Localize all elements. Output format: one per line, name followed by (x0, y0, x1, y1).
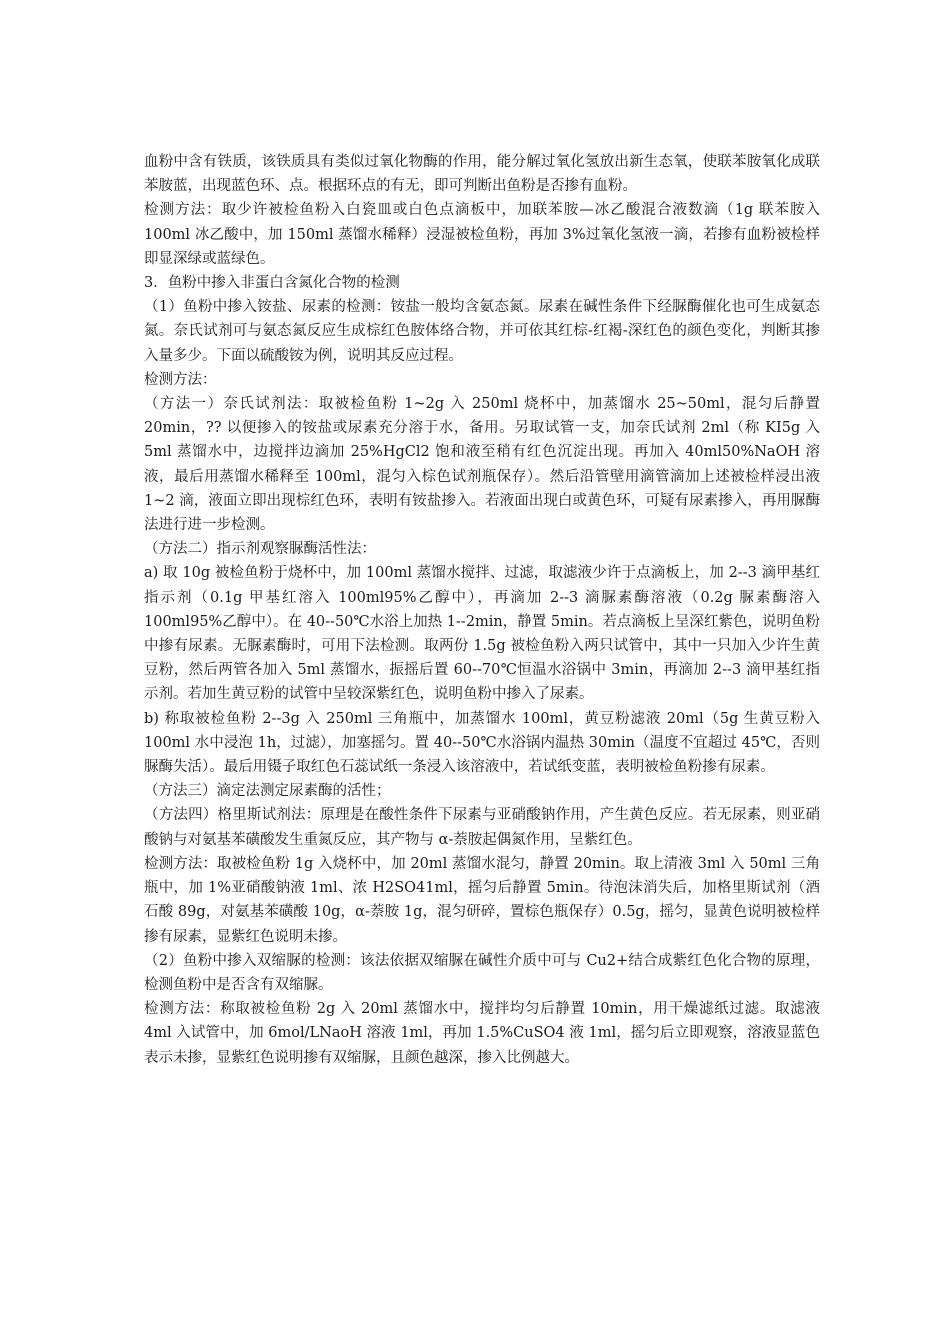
section-heading-non-protein-nitrogen: 3．鱼粉中掺入非蛋白含氮化合物的检测 (144, 275, 400, 292)
paragraph-method-two-b: b) 称取被检鱼粉 2--3g 入 250ml 三角瓶中，加蒸馏水 100ml，黄豆粉滤液 20ml（5g 生黄豆粉入 100ml 水中浸泡 1h，过滤），加塞摇匀。置 40--50℃水浴锅内温热 30min（温度不宜超过 45℃，否则脲酶失活）。最后用镊子取红色石蕊试纸一条浸入该溶液中，若试纸变蓝，表明被检鱼粉掺有尿素。 (144, 710, 820, 776)
paragraph-method-one-nessler: （方法一）奈氏试剂法：取被检鱼粉 1~2g 入 250ml 烧杯中，加蒸馏水 25~50ml，混匀后静置 20min，?? 以便掺入的铵盐或尿素充分溶于水，备用。另取试管一支，加奈氏试剂 2ml（称 KI5g 入 5ml 蒸馏水中，边搅拌边滴加 25%HgCl2 饱和液至稍有红色沉淀出现。再加入 40ml50%NaOH 溶液，最后用蒸馏水稀释至 100ml，混匀入棕色试剂瓶保存）。然后沿管壁用滴管滴加上述被检样浸出液 1~2 滴，液面立即出现棕红色环，表明有铵盐掺入。若液面出现白或黄色环，可疑有尿素掺入，再用脲酶法进行进一步检测。 (144, 396, 820, 534)
paragraph-ammonium-urea-intro: （1）鱼粉中掺入铵盐、尿素的检测：铵盐一般均含氨态氮。尿素在碱性条件下经脲酶催化也可生成氨态氮。奈氏试剂可与氨态氮反应生成棕红色胺体络合物，并可依其红棕-红褐-深红色的颜色变化，判断其掺入量多少。下面以硫酸铵为例，说明其反应过程。 (144, 299, 820, 364)
paragraph-method-two-a: a) 取 10g 被检鱼粉于烧杯中，加 100ml 蒸馏水搅拌、过滤，取滤液少许于点滴板上，加 2--3 滴甲基红指示剂（0.1g 甲基红溶入 100ml95%乙醇中），再滴加 2--3 滴脲素酶溶液（0.2g 脲素酶溶入 100ml95%乙醇中）。在 40--50℃水浴上加热 1--2min，静置 5min。若点滴板上呈深红紫色，说明鱼粉中掺有尿素。无脲素酶时，可用下法检测。取两份 1.5g 被检鱼粉入两只试管中，其中一只加入少许生黄豆粉，然后两管各加入 5ml 蒸馏水，振摇后置 60--70℃恒温水浴锅中 3min，再滴加 2--3 滴甲基红指示剂。若加生黄豆粉的试管中呈较深紫红色，说明鱼粉中掺入了尿素。 (144, 565, 820, 703)
paragraph-blood-meal-principle: 血粉中含有铁质，该铁质具有类似过氧化物酶的作用，能分解过氧化氢放出新生态氧，使联苯胺氧化成联苯胺蓝，出现蓝色环、点。根据环点的有无，即可判断出鱼粉是否掺有血粉。 (144, 154, 820, 195)
paragraph-method-three: （方法三）滴定法测定尿素酶的活性； (144, 783, 391, 800)
paragraph-biuret-procedure: 检测方法：称取被检鱼粉 2g 入 20ml 蒸馏水中，搅拌均匀后静置 10min，用干燥滤纸过滤。取滤液 4ml 入试管中，加 6mol/LNaoH 溶液 1ml，再加 1.5%CuSO4 液 1ml，摇匀后立即观察，溶液显蓝色表示未掺，显紫红色说明掺有双缩脲，且颜色越深，掺入比例越大。 (144, 1001, 820, 1066)
paragraph-method-four-griess: （方法四）格里斯试剂法：原理是在酸性条件下尿素与亚硝酸钠作用，产生黄色反应。若无尿素，则亚硝酸钠与对氨基苯磺酸发生重氮反应，其产物与 α-萘胺起偶氮作用，呈紫红色。 (144, 807, 820, 848)
paragraph-method-four-procedure: 检测方法：取被检鱼粉 1g 入烧杯中，加 20ml 蒸馏水混匀，静置 20min。取上清液 3ml 入 50ml 三角瓶中，加 1%亚硝酸钠液 1ml、浓 H2SO41ml，摇匀后静置 5min。待泡沫消失后，加格里斯试剂（酒石酸 89g，对氨基苯磺酸 10g，α-萘胺 1g，混匀研碎，置棕色瓶保存）0.5g，摇匀，显黄色说明被检样掺有尿素，显紫红色说明未掺。 (144, 855, 820, 945)
paragraph-blood-meal-method: 检测方法：取少许被检鱼粉入白瓷皿或白色点滴板中，加联苯胺—冰乙酸混合液数滴（1g 联苯胺入 100ml 冰乙酸中，加 150ml 蒸馏水稀释）浸湿被检鱼粉，再加 3%过氧化氢液一滴，若掺有血粉被检样即显深绿或蓝绿色。 (144, 202, 820, 267)
paragraph-detection-method-label: 检测方法： (144, 371, 217, 388)
document-body (144, 150, 820, 1070)
paragraph-method-two-heading: （方法二）指示剂观察脲酶活性法： (144, 541, 376, 558)
paragraph-biuret-intro: （2）鱼粉中掺入双缩脲的检测：该法依据双缩脲在碱性介质中可与 Cu2+结合成紫红色化合物的原理，检测鱼粉中是否含有双缩脲。 (144, 952, 820, 993)
